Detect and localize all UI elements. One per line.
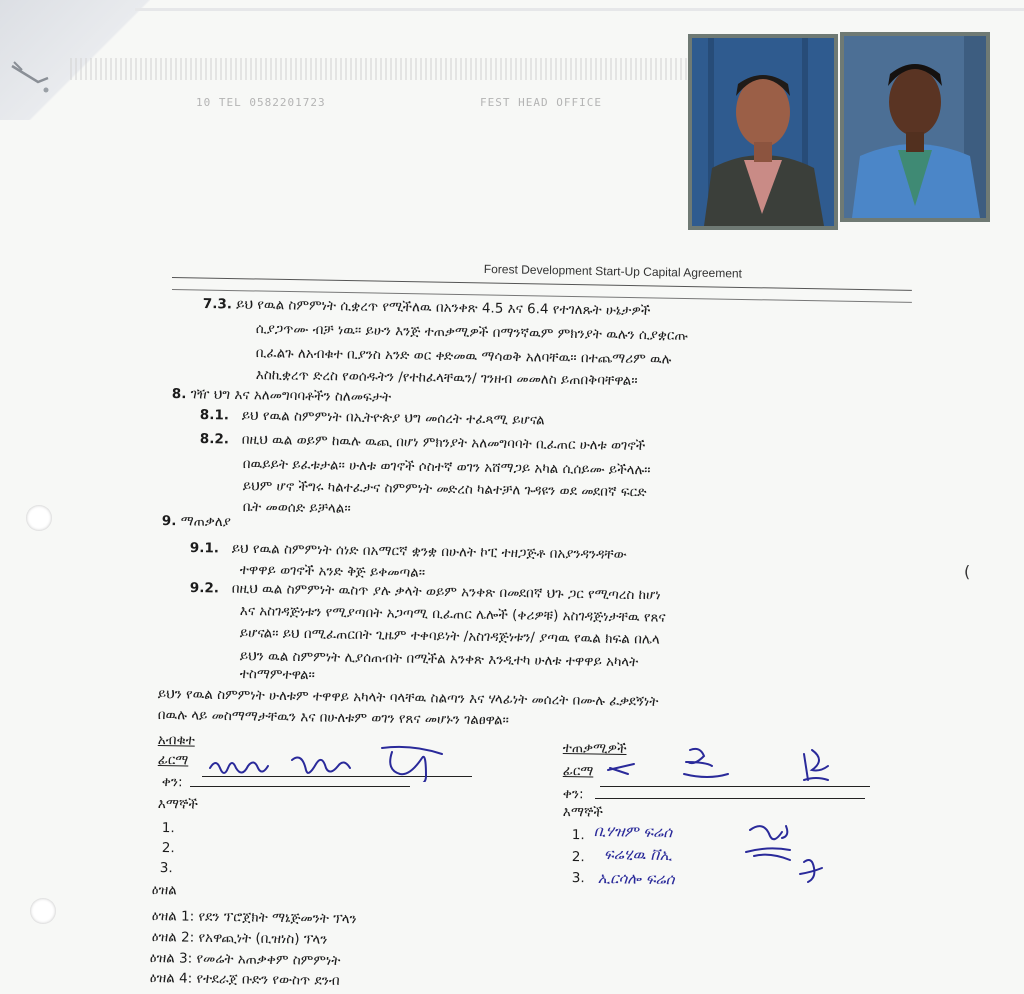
clause-line: [200, 431, 646, 454]
witness-3-handwritten: ኢርሳሎ ፍሬሰ: [597, 869, 675, 889]
clause-line: [243, 499, 351, 517]
clause-line: [243, 456, 651, 478]
clause-text: ይህን ዉል ስምምነት ሊያሰጠብት በሚችል አንቀጽ እንዲተካ ሁለቱ ተዋዋይ አካላት: [239, 648, 639, 671]
clause-line: [256, 345, 672, 368]
clause-text: በዚህ ዉል ወይም ከዉሉ ዉጪ በሆነ ምክንያት አለመግባባት ቢፈጠር ሁለቱ ወገኖች: [241, 431, 646, 454]
section-heading: [172, 386, 392, 405]
letterhead-tel: 10 TEL 0582201723: [196, 96, 326, 109]
clause-number: 8.1.: [199, 407, 230, 424]
right-witness-1-num: 1.: [571, 827, 585, 844]
right-witnesses-label: እማኞች: [562, 804, 603, 821]
annex-item: ዕዝል 2: የአዋጪነት (ቢዝነስ) ፕላን: [151, 929, 328, 948]
clause-text: ቢፈልጉ ለአብቁተ ቢያንስ አንድ ወር ቀድመዉ ማሳወቅ አለባቸዉ። በተጨማሪም ዉሉ: [255, 345, 672, 368]
left-date-line: [190, 786, 410, 787]
clause-text: እና አስገዳጅነቱን የሚያጣበት አጋጣሚ ቢፈጠር ሌሎች (ቀሪዎቹ) አስገዳጅነታቸዉ የጸና: [239, 603, 666, 626]
clause-line: [240, 666, 315, 683]
clause-line: [190, 580, 661, 603]
annex-item: ዕዝል 1: የደን ፕሮጀክት ማኔጅመንት ፕላን: [151, 908, 357, 928]
clause-text: ቤት መወሰድ ይቻላል።: [242, 499, 351, 517]
clause-text: ተዋዋይ ወገኖች አንድ ቅጅ ይቀመጣል።: [239, 562, 426, 581]
right-signature: [600, 740, 850, 788]
right-sign-label: ፊርማ: [562, 763, 594, 780]
clause-text: ይህ የዉል ስምምነት በኢትዮጵያ ህግ መሰረት ተፈጻሚ ይሆናል: [241, 407, 545, 429]
clause-text: ሲያጋጥሙ ብቻ ነዉ። ይሁን እንጅ ተጠቃሚዎች በማንኛዉም ምክንያት ዉሉን ሲያቋርጡ: [255, 321, 689, 344]
letterhead-office: FEST HEAD OFFICE: [480, 96, 602, 109]
right-date-line: [595, 798, 865, 799]
clause-text: ተስማምተዋል።: [239, 666, 316, 684]
clause-text: ይህ የዉል ስምምነት ሰነድ በአማርኛ ቋንቋ በሁለት ኮፒ ተዘጋጅቶ በአያንዳንዳቸው: [231, 540, 627, 563]
right-witness-2-num: 2.: [571, 849, 585, 866]
clause-line: [256, 321, 688, 344]
running-title: Forest Development Start-Up Capital Agreement: [483, 262, 743, 281]
clause-text: ማጠቃለያ: [180, 513, 231, 531]
left-date-label: ቀን:: [161, 774, 183, 791]
clause-line: [203, 296, 651, 319]
clause-line: [240, 562, 425, 581]
right-party-heading: ተጠቃሚዎች: [562, 740, 627, 757]
clause-text: እስኪቋረጥ ድረስ የወሰዱትን /የተከፈላቸዉን/ ገንዘብ መመለስ ይጠበቅባቸዋል።: [255, 367, 638, 389]
clause-text: ይህም ሆኖ ችግሩ ካልተፈታና ስምምነት መድረስ ካልተቻለ ጉዳዩን ወደ መደበኛ ፍርድ: [242, 478, 647, 501]
clause-text: ይህ የዉል ስምምነት ሲቋረጥ የሚችለዉ በአንቀጽ 4.5 እና 6.4 የተገለጹት ሁኔታዎች: [236, 296, 651, 320]
witness-1-handwritten: ቢሃዝም ፍሬሰ: [593, 822, 673, 842]
clause-text: ገዥ ህግ እና አለመግባባቶችን ስለመፍታት: [190, 386, 392, 406]
annex-item: ዕዝል 4: የተደራጀ ቡድን የውስጥ ደንብ: [149, 970, 340, 989]
clause-number: 9.1.: [189, 540, 220, 557]
clause-text: በዚህ ዉል ስምምነት ዉስጥ ያሉ ቃላት ወይም አንቀጽ በመደበኛ ህጉ ጋር የሚጣረስ ከሆነ: [231, 580, 661, 604]
right-date-label: ቀን:: [562, 786, 584, 803]
left-signature: [206, 740, 456, 782]
witness-signatures: [742, 818, 842, 892]
clause-number: 8.: [171, 386, 187, 403]
clause-text: ይሆናል። ይህ በሚፈጠርበት ጊዜም ተቀባይነት /አስገዳጅነቱን/ ያጣዉ የዉል ክፍል በሌላ: [239, 625, 660, 648]
clause-line: [240, 603, 666, 626]
closing-line: ይህን የዉል ስምምነት ሁለቱም ተዋዋይ አካላት ባላቸዉ ስልጣን እና ሃላፊነት መሰረት በሙሉ ፈቃደኝነት: [157, 686, 659, 710]
section-heading: [162, 513, 231, 530]
left-sign-label: ፊርማ: [157, 752, 189, 769]
witness-2-handwritten: ፍሬሂዉ ቨኢ: [603, 845, 673, 865]
date-label-text: ቀን: [161, 774, 179, 791]
clause-line: [200, 407, 545, 428]
right-witness-3-num: 3.: [571, 870, 585, 887]
clause-number: 9.: [161, 513, 177, 530]
clause-line: [256, 367, 638, 389]
clause-number: 7.3.: [202, 296, 233, 313]
clause-line: [190, 540, 627, 563]
left-party-heading: አብቁተ: [157, 732, 195, 749]
clause-line: [240, 625, 660, 648]
clause-number: 9.2.: [189, 580, 220, 597]
left-witnesses-label: እማኞች: [157, 796, 198, 813]
clause-number: 8.2.: [199, 431, 230, 448]
date-label-text: ቀን: [562, 786, 580, 803]
margin-mark: (: [964, 562, 971, 581]
closing-line: በዉሉ ላይ መስማማታቸዉን እና በሁለቱም ወገን የጸና መሆኑን ገልፀዋል።: [157, 707, 510, 729]
left-witness-2: 2.: [161, 840, 175, 857]
clause-text: በዉይይት ይፈቱታል። ሁለቱ ወገኖች ሶስተኛ ወገን አሸማጋይ አካል ሲሰይሙ ይችላሉ።: [242, 456, 651, 479]
annex-item: ዕዝል 3: የመሬት አጠቃቀም ስምምነት: [149, 950, 341, 969]
left-witness-1: 1.: [161, 820, 175, 837]
annex-label: ዕዝል: [151, 882, 177, 899]
left-witness-3: 3.: [159, 860, 173, 877]
clause-line: [243, 478, 647, 500]
